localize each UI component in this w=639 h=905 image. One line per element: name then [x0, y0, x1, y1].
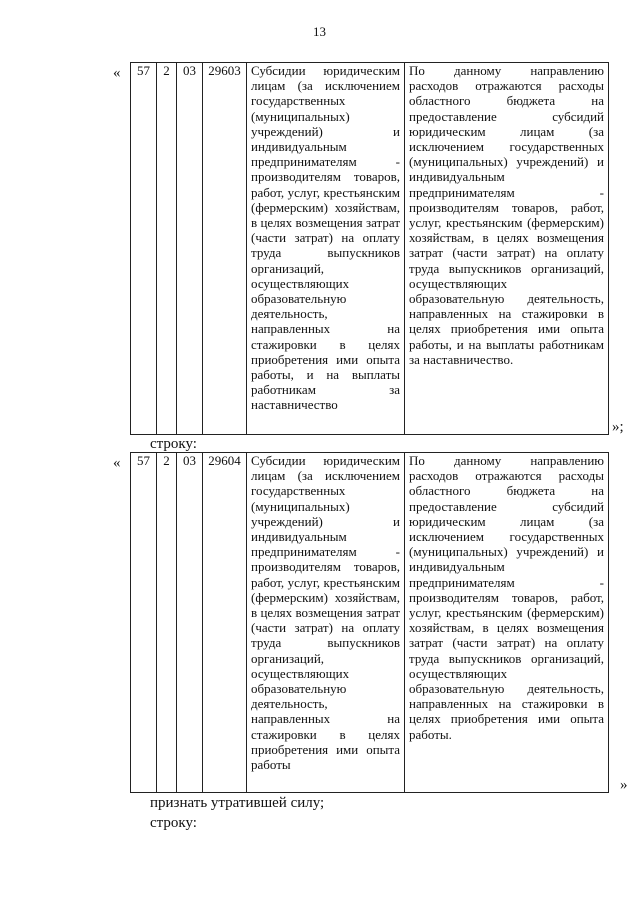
code-main-event: 03: [177, 63, 203, 435]
code-program: 57: [131, 63, 157, 435]
table-row: [131, 63, 609, 435]
open-quote: «: [113, 455, 121, 471]
expense-description: По данному направлению расходов отражаются расходы областного бюджета на предоставление субсидий юридическим лицам (за исключением государственных (муниципальных) учреждений) и индивидуальным предпринимателям - производителям товаров, работ, услуг, крестьянским (фермерским) хозяйствам, в целях возмещения затрат (части затрат) на оплату труда выпускников организаций, осуществляющих образовательную деятельность, направленных на стажировки в целях приобретения ими опыта работы, и на выплаты работникам за наставничество.: [405, 63, 609, 435]
open-quote: «: [113, 65, 121, 81]
table-row: [131, 453, 609, 793]
budget-code-table-2: [130, 452, 609, 793]
expense-description: По данному направлению расходов отражаются расходы областного бюджета на предоставление субсидий юридическим лицам (за исключением государственных (муниципальных) учреждений) и индивидуальным предпринимателям - производителям товаров, работ, услуг, крестьянским (фермерским) хозяйствам, в целях возмещения затрат (части затрат) на оплату труда выпускников организаций, осуществляющих образовательную деятельность, направленных на стажировки в целях приобретения ими опыта работы.: [405, 453, 609, 793]
code-direction: 29604: [203, 453, 247, 793]
code-direction: 29603: [203, 63, 247, 435]
close-quote: »: [620, 777, 628, 793]
budget-code-table-1: [130, 62, 609, 435]
code-main-event: 03: [177, 453, 203, 793]
code-program: 57: [131, 453, 157, 793]
code-subprogram: 2: [157, 63, 177, 435]
close-quote: »;: [612, 419, 624, 435]
code-subprogram: 2: [157, 453, 177, 793]
instruction-text: строку:: [150, 815, 197, 831]
page-number: 13: [313, 24, 326, 39]
instruction-text: строку:: [150, 436, 197, 452]
expense-name: Субсидии юридическим лицам (за исключением государственных (муниципальных) учреждений) и индивидуальным предпринимателям - производителям товаров, работ, услуг, крестьянским (фермерским) хозяйствам, в целях возмещения затрат (части затрат) на оплату труда выпускников организаций, осуществляющих образовательную деятельность, направленных на стажировки в целях приобретения ими опыта работы, и на выплаты работникам за наставничество: [247, 63, 405, 435]
instruction-text: признать утратившей силу;: [150, 795, 325, 811]
expense-name: Субсидии юридическим лицам (за исключением государственных (муниципальных) учреждений) и индивидуальным предпринимателям - производителям товаров, работ, услуг, крестьянским (фермерским) хозяйствам, в целях возмещения затрат (части затрат) на оплату труда выпускников организаций, осуществляющих образовательную деятельность, направленных на стажировки в целях приобретения ими опыта работы: [247, 453, 405, 793]
